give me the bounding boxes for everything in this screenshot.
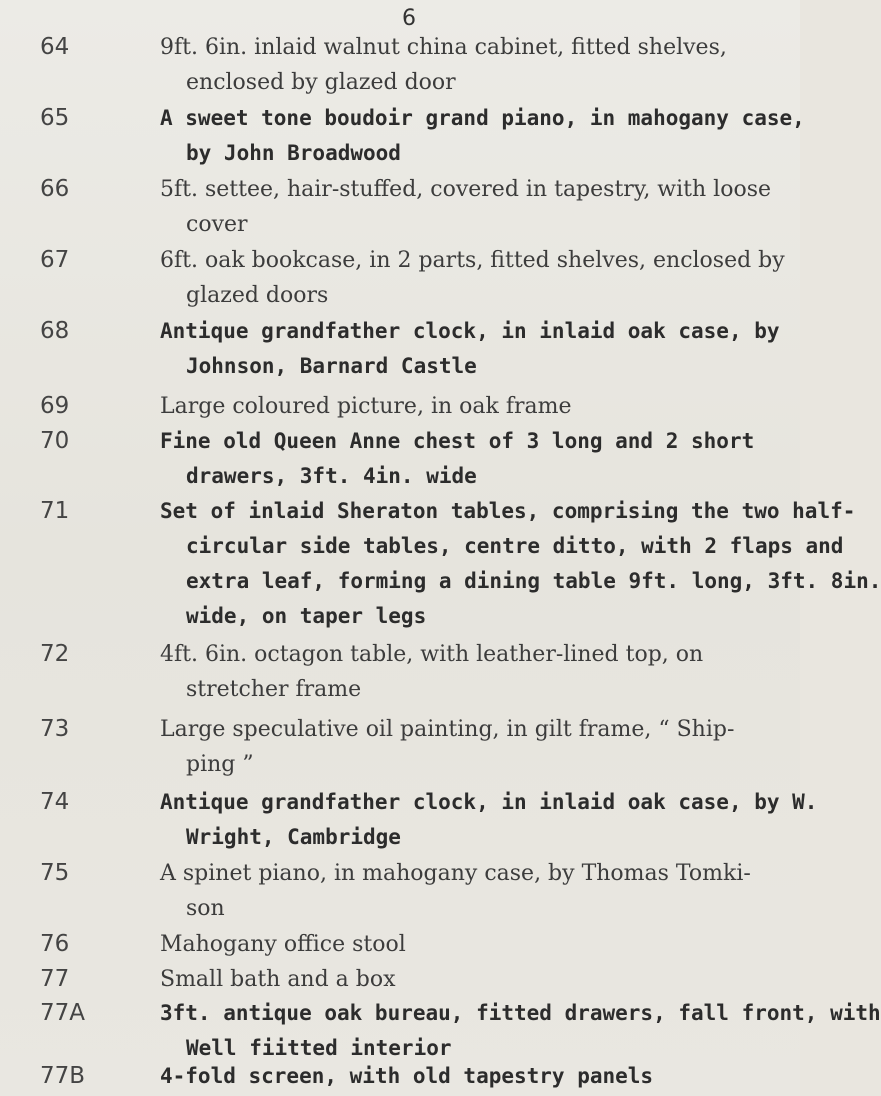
lot-number: 65: [40, 105, 70, 131]
page-number: 6: [402, 6, 416, 31]
lot-line: wide, on taper legs: [186, 604, 427, 628]
lot-number: 70: [40, 428, 70, 454]
lot-description: [160, 1059, 790, 1094]
lot-line: 6ft. oak bookcase, in 2 parts, fitted shelves, enclosed by: [160, 248, 785, 273]
lot-line: Large coloured picture, in oak frame: [160, 394, 572, 419]
lot-number: 69: [40, 393, 70, 419]
lot-line: circular side tables, centre ditto, with 2 flaps and: [186, 534, 844, 558]
lot-line: Well fiitted interior: [186, 1036, 452, 1060]
lot-line: enclosed by glazed door: [186, 70, 456, 95]
lot-line: Antique grandfather clock, in inlaid oak case, by W.: [160, 790, 818, 814]
lot-number: 77A: [40, 1000, 86, 1026]
lot-line: cover: [186, 212, 248, 237]
lot-description: [160, 637, 790, 707]
lot-description: [160, 712, 790, 782]
lot-description: [160, 996, 881, 1066]
lot-line: A sweet tone boudoir grand piano, in mahogany case,: [160, 106, 805, 130]
lot-line: Wright, Cambridge: [186, 825, 401, 849]
lot-line: 5ft. settee, hair-stuffed, covered in tapestry, with loose: [160, 177, 772, 202]
lot-description: [160, 424, 790, 494]
lot-number: 77: [40, 966, 70, 992]
lot-line: 3ft. antique oak bureau, fitted drawers, fall front, with: [160, 1001, 881, 1025]
lot-line: Johnson, Barnard Castle: [186, 354, 477, 378]
lot-number: 73: [40, 716, 70, 742]
lot-line: Fine old Queen Anne chest of 3 long and 2 short: [160, 429, 755, 453]
lot-line: by John Broadwood: [186, 141, 401, 165]
lot-description: [160, 962, 790, 997]
lot-number: 75: [40, 860, 70, 886]
lot-line: Antique grandfather clock, in inlaid oak case, by: [160, 319, 780, 343]
lot-description: [160, 101, 805, 171]
lot-number: 77B: [40, 1063, 86, 1089]
lot-description: [160, 172, 790, 242]
lot-description: [160, 856, 790, 926]
lot-number: 64: [40, 34, 70, 60]
lot-description: [160, 314, 790, 384]
lot-line: Mahogany office stool: [160, 932, 406, 957]
lot-number: 72: [40, 641, 70, 667]
lot-number: 67: [40, 247, 70, 273]
lot-number: 74: [40, 789, 70, 815]
lot-number: 66: [40, 176, 70, 202]
lot-description: [160, 927, 790, 962]
lot-line: Small bath and a box: [160, 967, 396, 992]
lot-number: 76: [40, 931, 70, 957]
lot-line: 9ft. 6in. inlaid walnut china cabinet, fitted shelves,: [160, 35, 727, 60]
lot-description: [160, 389, 790, 424]
lot-description: [160, 30, 790, 100]
lot-line: 4-fold screen, with old tapestry panels: [160, 1064, 654, 1088]
lot-line: Set of inlaid Sheraton tables, comprising the two half-: [160, 499, 856, 523]
lot-number: 68: [40, 318, 70, 344]
lot-line: extra leaf, forming a dining table 9ft. long, 3ft. 8in.: [186, 569, 881, 593]
lot-line: son: [186, 896, 225, 921]
lot-description: [160, 785, 818, 855]
lot-line: Large speculative oil painting, in gilt frame, “ Ship-: [160, 717, 735, 742]
lot-number: 71: [40, 498, 70, 524]
lot-line: glazed doors: [186, 283, 329, 308]
lot-description: [160, 494, 881, 634]
lot-line: 4ft. 6in. octagon table, with leather-lined top, on: [160, 642, 704, 667]
lot-line: A spinet piano, in mahogany case, by Thomas Tomki-: [160, 861, 751, 886]
lot-description: [160, 243, 790, 313]
lot-line: stretcher frame: [186, 677, 362, 702]
lot-line: drawers, 3ft. 4in. wide: [186, 464, 477, 488]
lot-line: ping ”: [186, 752, 254, 777]
